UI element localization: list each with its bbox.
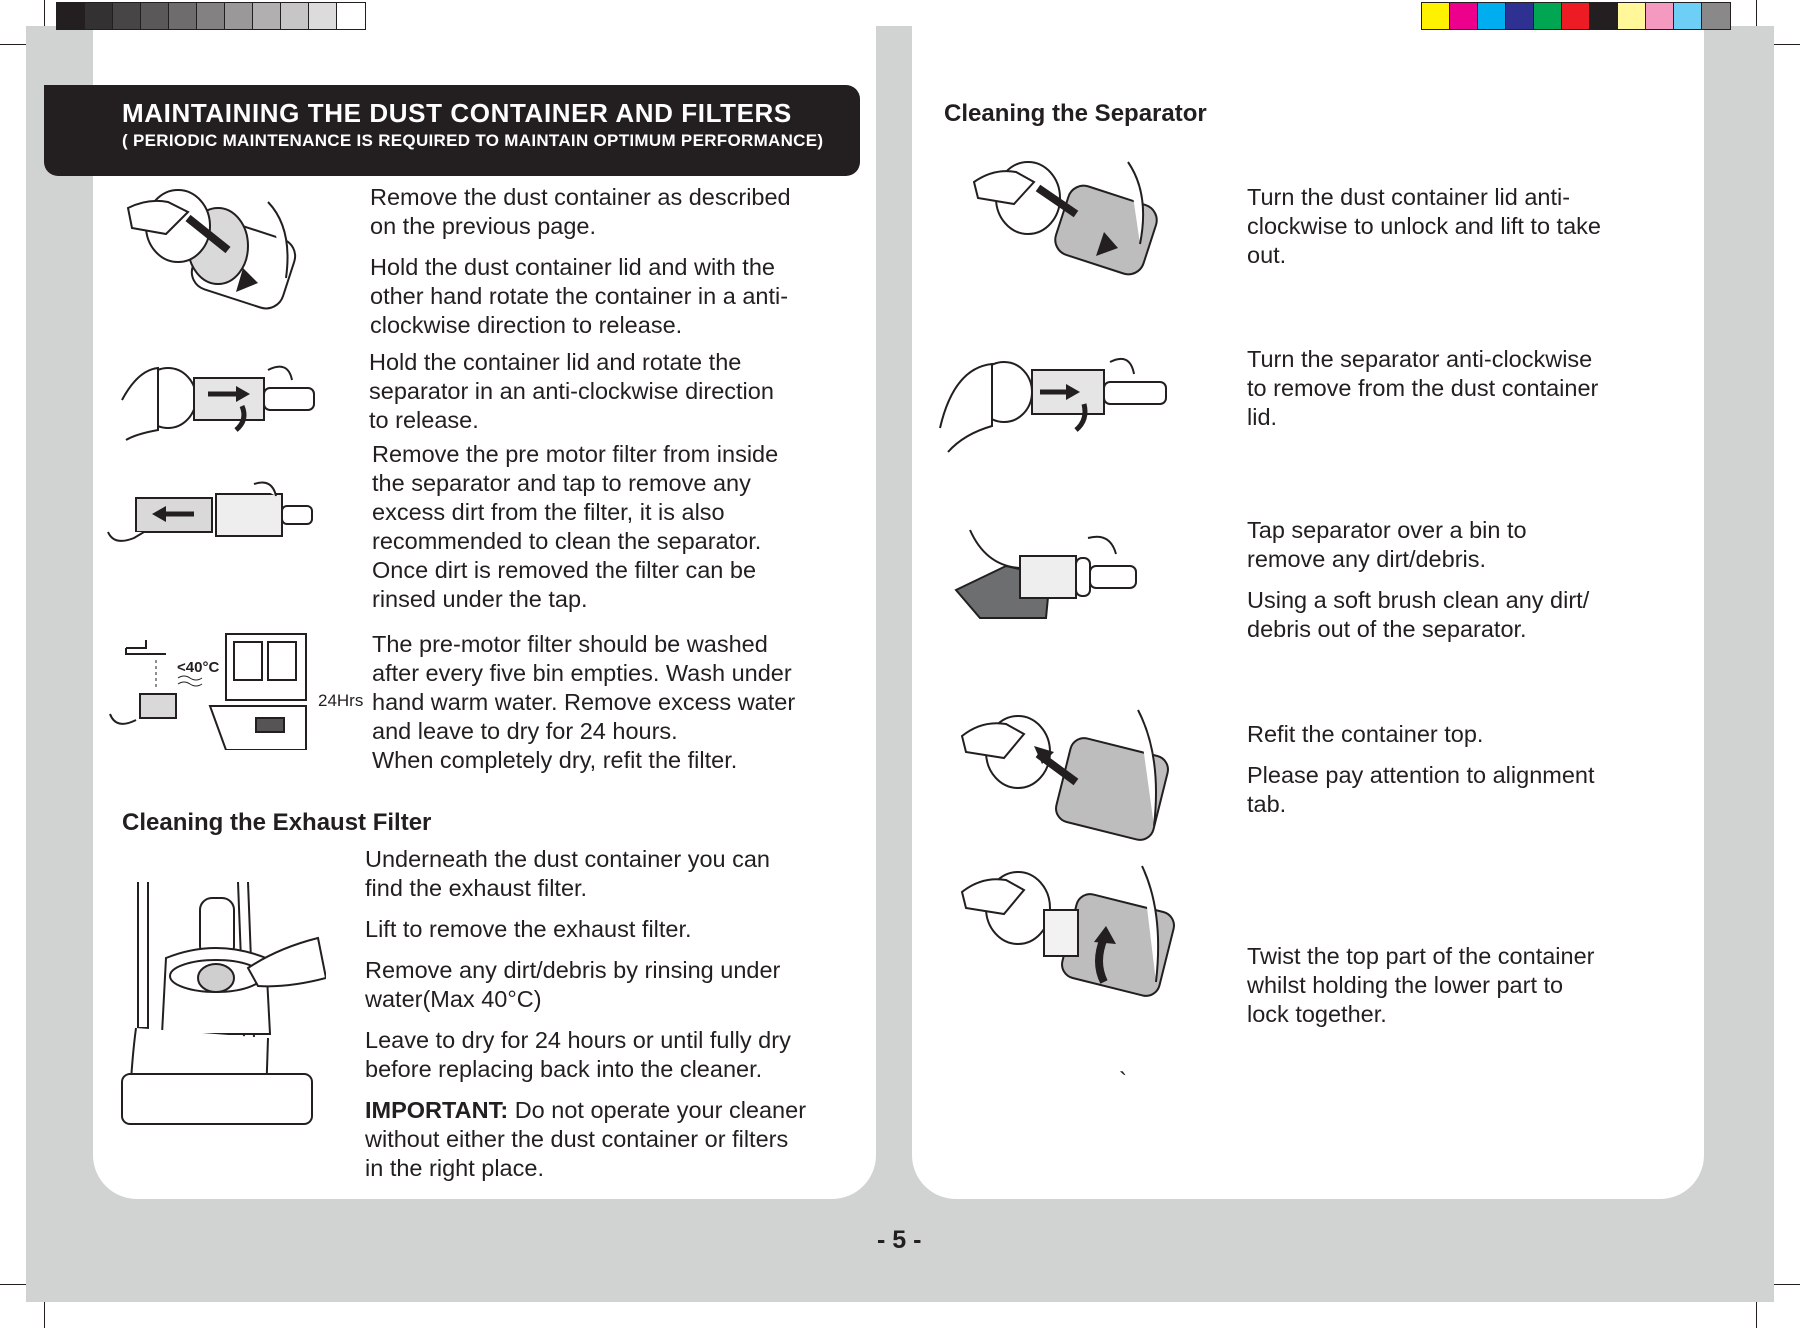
- crop-mark: [44, 0, 45, 26]
- text-line: Twist the top part of the container: [1247, 943, 1595, 969]
- colour-swatch: [197, 3, 225, 29]
- text-line: without either the dust container or filters: [365, 1126, 789, 1152]
- text-line: Leave to dry for 24 hours or until fully dry: [365, 1027, 791, 1053]
- text-line: to remove from the dust container: [1247, 375, 1599, 401]
- section-header: [44, 85, 860, 176]
- step-refit-container-top: [1247, 720, 1595, 819]
- text-line: separator in an anti-clockwise direction: [369, 378, 774, 404]
- crop-mark: [1774, 1284, 1800, 1285]
- step-remove-separator: [1247, 345, 1598, 432]
- important-label: IMPORTANT:: [365, 1097, 509, 1123]
- crop-mark: [1774, 44, 1800, 45]
- text-line: Turn the separator anti-clockwise: [1247, 346, 1593, 372]
- colour-swatch: [1674, 3, 1702, 29]
- text-line: Once dirt is removed the filter can be: [372, 557, 757, 583]
- colour-swatch: [1506, 3, 1534, 29]
- separator-heading: Cleaning the Separator: [944, 100, 1207, 127]
- rotate-separator-illustration: [118, 350, 318, 450]
- section-title: MAINTAINING THE DUST CONTAINER AND FILTERS: [122, 98, 792, 128]
- text-line: and leave to dry for 24 hours.: [372, 718, 678, 744]
- text-line: debris out of the separator.: [1247, 616, 1527, 642]
- crop-mark: [44, 1302, 45, 1328]
- step-remove-container: [370, 183, 791, 340]
- text-line: Underneath the dust container you can: [365, 846, 770, 872]
- text-line: Turn the dust container lid anti-: [1247, 184, 1571, 210]
- colour-swatch: [1618, 3, 1646, 29]
- text-line: hand warm water. Remove excess water: [372, 689, 796, 715]
- text-line: Remove the pre motor filter from inside: [372, 441, 779, 467]
- colour-swatch: [1478, 3, 1506, 29]
- remove-separator-illustration: [934, 348, 1170, 458]
- colour-swatch: [309, 3, 337, 29]
- colour-swatch: [1422, 3, 1450, 29]
- text-line: The pre-motor filter should be washed: [372, 631, 768, 657]
- refit-container-top-illustration: [958, 706, 1178, 846]
- colour-swatch: [1590, 3, 1618, 29]
- colour-swatch: [1646, 3, 1674, 29]
- greyscale-calibration-bar: [56, 2, 366, 30]
- crop-mark: [1756, 0, 1757, 26]
- exhaust-filter-illustration: [118, 878, 326, 1130]
- colour-swatch: [141, 3, 169, 29]
- temperature-label: <40°C: [177, 659, 220, 676]
- colour-swatch: [225, 3, 253, 29]
- text-line: lid.: [1247, 404, 1278, 430]
- remove-container-illustration: [118, 188, 318, 318]
- colour-swatch: [253, 3, 281, 29]
- text-line: find the exhaust filter.: [365, 875, 588, 901]
- colour-swatch: [85, 3, 113, 29]
- text-line: When completely dry, refit the filter.: [372, 747, 738, 773]
- drying-time-label: 24Hrs: [318, 691, 364, 710]
- text-line: after every five bin empties. Wash under: [372, 660, 792, 686]
- stray-mark: `: [1119, 1068, 1127, 1095]
- text-line: lock together.: [1247, 1001, 1387, 1027]
- crop-mark: [1756, 1302, 1757, 1328]
- text-line: Refit the container top.: [1247, 721, 1484, 747]
- text-line: in the right place.: [365, 1155, 544, 1181]
- colour-swatch: [1450, 3, 1478, 29]
- text-line: to release.: [369, 407, 479, 433]
- colour-swatch: [1562, 3, 1590, 29]
- colour-swatch: [169, 3, 197, 29]
- text-line: on the previous page.: [370, 213, 597, 239]
- text-line: Lift to remove the exhaust filter.: [365, 916, 692, 942]
- remove-pre-motor-filter-illustration: [104, 476, 314, 556]
- important-line: [365, 1096, 806, 1125]
- text-line: whilst holding the lower part to: [1247, 972, 1564, 998]
- colour-swatch: [113, 3, 141, 29]
- colour-swatch: [1702, 3, 1730, 29]
- text-line: clockwise direction to release.: [370, 312, 683, 338]
- unlock-lid-illustration: [968, 158, 1168, 278]
- text-line: Tap separator over a bin to: [1247, 517, 1527, 543]
- colour-calibration-bar: [1421, 2, 1731, 30]
- text-line: Hold the dust container lid and with the: [370, 254, 775, 280]
- text-line: Please pay attention to alignment: [1247, 762, 1595, 788]
- section-subtitle: ( PERIODIC MAINTENANCE IS REQUIRED TO MAINTAIN OPTIMUM PERFORMANCE): [122, 131, 824, 150]
- text-line: recommended to clean the separator.: [372, 528, 762, 554]
- text-line: excess dirt from the filter, it is also: [372, 499, 725, 525]
- text-line: water(Max 40°C): [365, 986, 542, 1012]
- twist-to-lock-illustration: [958, 862, 1178, 1002]
- step-tap-separator: [1247, 516, 1589, 644]
- tap-separator-illustration: [950, 526, 1140, 626]
- wash-and-dry-filter-illustration: [106, 630, 312, 750]
- text-line: Hold the container lid and rotate the: [369, 349, 742, 375]
- text-line: Using a soft brush clean any dirt/: [1247, 587, 1590, 613]
- exhaust-filter-heading: Cleaning the Exhaust Filter: [122, 809, 432, 836]
- text-line: the separator and tap to remove any: [372, 470, 751, 496]
- crop-mark: [0, 44, 26, 45]
- text-line: Remove any dirt/debris by rinsing under: [365, 957, 781, 983]
- text-line: Remove the dust container as described: [370, 184, 791, 210]
- exhaust-filter-instructions: [365, 845, 806, 1183]
- text-line: Do not operate your cleaner: [508, 1097, 807, 1123]
- colour-swatch: [281, 3, 309, 29]
- text-line: tab.: [1247, 791, 1287, 817]
- text-line: clockwise to unlock and lift to take: [1247, 213, 1601, 239]
- step-wash-pre-motor-filter: [372, 630, 795, 775]
- text-line: rinsed under the tap.: [372, 586, 588, 612]
- step-twist-to-lock: [1247, 942, 1594, 1029]
- text-line: remove any dirt/debris.: [1247, 546, 1487, 572]
- step-remove-pre-motor-filter: [372, 440, 778, 614]
- text-line: other hand rotate the container in a anti-: [370, 283, 789, 309]
- colour-swatch: [337, 3, 365, 29]
- colour-swatch: [57, 3, 85, 29]
- text-line: before replacing back into the cleaner.: [365, 1056, 763, 1082]
- text-line: out.: [1247, 242, 1287, 268]
- crop-mark: [0, 1284, 26, 1285]
- colour-swatch: [1534, 3, 1562, 29]
- step-unlock-lid: [1247, 183, 1601, 270]
- page-number: - 5 -: [877, 1226, 922, 1254]
- step-rotate-separator: [369, 348, 774, 435]
